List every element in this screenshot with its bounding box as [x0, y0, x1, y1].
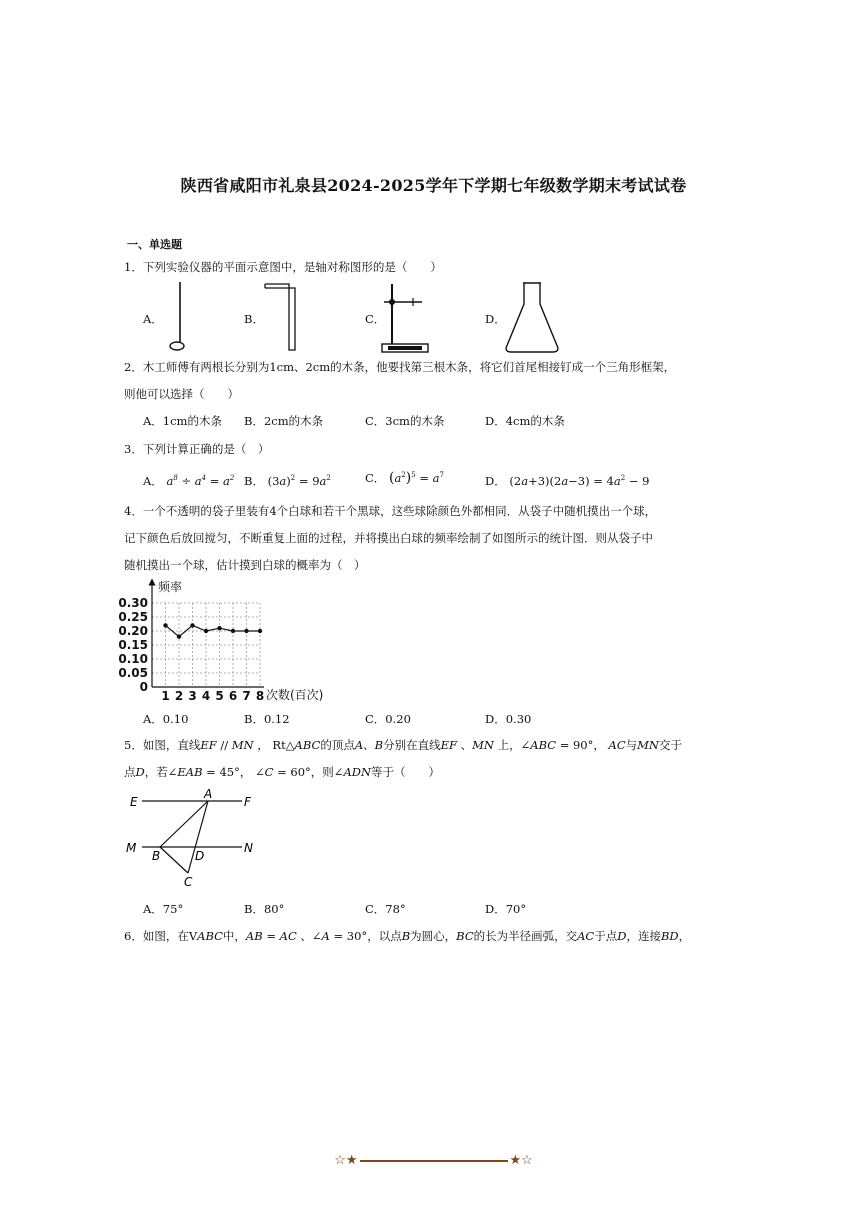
footer-stars-right: ★☆ — [509, 1153, 533, 1168]
lab-stand-icon — [378, 280, 434, 356]
x-tick-label: 4 — [201, 689, 211, 703]
y-tick-label: 0.25 — [118, 610, 148, 624]
frequency-chart — [118, 578, 354, 706]
label-a: A — [204, 787, 213, 801]
q3-option-d-expression: $(2a+3)(2a-3) = 4a^2 - 9$ — [509, 474, 650, 488]
question-6-stem: 6．如图，在VABC中，AB = AC 、∠A = 30°，以点B为圆心，BC的长为半径画弧，交AC于点D，连接BD， — [124, 929, 691, 943]
q5-option-c: C．78° — [365, 902, 406, 916]
q3-option-b — [244, 473, 331, 489]
chart-ylabel: 频率 — [158, 580, 183, 594]
conical-flask-icon — [503, 280, 559, 356]
q5-option-d: D．70° — [485, 902, 527, 916]
question-3-stem: 3．下列计算正确的是（ ） — [124, 442, 270, 456]
page-title: 陕西省咸阳市礼泉县2024-2025学年下学期七年级数学期末考试试卷 — [180, 176, 687, 195]
data-point — [231, 629, 235, 633]
q3-option-d-label: D． — [485, 474, 506, 488]
q4-option-c: C．0.20 — [365, 712, 411, 726]
chart-xlabel: 次数(百次) — [266, 688, 324, 702]
y-tick-label: 0.30 — [118, 596, 148, 610]
hex-key-icon — [262, 282, 298, 354]
q3-option-c-expression: $(a^2)^5 = a^7$ — [388, 470, 444, 486]
y-tick-label: 0.05 — [118, 666, 148, 680]
data-point — [163, 623, 167, 627]
q1-option-b-label: B． — [244, 312, 264, 326]
question-2-stem-line-2: 则他可以选择（ ） — [124, 387, 239, 401]
chart-grid — [152, 603, 260, 687]
q5-option-a: A．75° — [143, 902, 184, 916]
data-point — [177, 634, 181, 638]
geometry-figure-q5 — [124, 786, 264, 890]
x-tick-label: 5 — [215, 689, 224, 703]
question-4-stem-line-1: 4．一个不透明的袋子里装有4个白球和若干个黑球，这些球除颜色外都相同．从袋子中随机摸出一个球， — [124, 504, 657, 518]
x-tick-label: 8 — [255, 689, 265, 703]
footer-stars-left: ☆★ — [334, 1153, 358, 1168]
q3-option-b-label: B． — [244, 474, 264, 488]
q3-option-d — [485, 473, 649, 489]
q5-stem-line2-prefix: 点 — [124, 765, 136, 779]
data-point — [204, 629, 208, 633]
label-b: B — [152, 849, 161, 863]
x-tick-label: 7 — [242, 689, 251, 703]
question-4-stem-line-3: 随机摸出一个球，估计摸到白球的概率为（ ） — [124, 558, 366, 572]
x-tick-label: 1 — [161, 689, 170, 703]
q2-option-a: A．1cm的木条 — [143, 414, 222, 428]
x-tick-label: 2 — [174, 689, 184, 703]
y-tick-label: 0.10 — [118, 652, 148, 666]
label-c: C — [184, 875, 193, 889]
q3-option-a — [143, 473, 234, 489]
x-tick-label: 6 — [228, 689, 238, 703]
label-d: D — [195, 849, 205, 863]
label-m: M — [126, 841, 137, 855]
q3-option-a-label: A． — [143, 474, 163, 488]
footer-divider — [360, 1160, 508, 1162]
q5-option-b: B．80° — [244, 902, 285, 916]
q2-option-b: B．2cm的木条 — [244, 414, 324, 428]
question-4-stem-line-2: 记下颜色后放回搅匀，不断重复上面的过程，并将摸出白球的频率绘制了如图所示的统计图．则从袋子中 — [124, 531, 653, 545]
q5-stem-prefix: 5．如图，直线 — [124, 738, 201, 752]
label-e: E — [130, 795, 138, 809]
q1-option-d-label: D． — [485, 312, 506, 326]
page-footer-ornament — [0, 1150, 867, 1169]
q4-option-b: B．0.12 — [244, 712, 290, 726]
question-5-stem-line-2: 点D，若∠EAB = 45°， ∠C = 60°，则∠ADN等于（ ） — [124, 765, 441, 779]
question-2-stem-line-1: 2．木工师傅有两根长分别为1cm、2cm的木条，他要找第三根木条，将它们首尾相接钉成一个三角形框架， — [124, 360, 676, 374]
question-5-stem-line-1: 5．如图，直线EF // MN ， Rt△ABC的顶点A、B分别在直线EF 、MN 上，∠ABC = 90°， AC与MN交于 — [124, 738, 682, 752]
spoon-icon — [168, 280, 192, 354]
q6-stem-prefix: 6．如图，在 — [124, 929, 189, 943]
q2-option-c: C．3cm的木条 — [365, 414, 445, 428]
data-point — [258, 629, 262, 633]
q3-option-a-expression: $a^8 \div a^4 = a^2$ — [166, 474, 235, 488]
q1-option-a-label: A． — [143, 312, 163, 326]
data-point — [190, 623, 194, 627]
data-point — [244, 629, 248, 633]
y-tick-label: 0.20 — [118, 624, 148, 638]
q3-option-b-expression: $(3a)^2 = 9a^2$ — [267, 474, 331, 488]
label-n: N — [244, 841, 253, 855]
y-tick-label: 0 — [139, 680, 148, 694]
y-tick-label: 0.15 — [118, 638, 148, 652]
question-1-stem: 1．下列实验仪器的平面示意图中，是轴对称图形的是（ ） — [124, 260, 442, 274]
x-tick-label: 3 — [188, 689, 197, 703]
q4-option-d: D．0.30 — [485, 712, 532, 726]
q4-option-a: A．0.10 — [143, 712, 189, 726]
q1-option-c-label: C． — [365, 312, 386, 326]
q2-option-d: D．4cm的木条 — [485, 414, 565, 428]
section-heading: 一、单选题 — [127, 238, 182, 251]
q3-option-c — [365, 470, 444, 486]
label-f: F — [244, 795, 251, 809]
q3-option-c-label: C． — [365, 471, 386, 485]
data-point — [217, 626, 221, 630]
